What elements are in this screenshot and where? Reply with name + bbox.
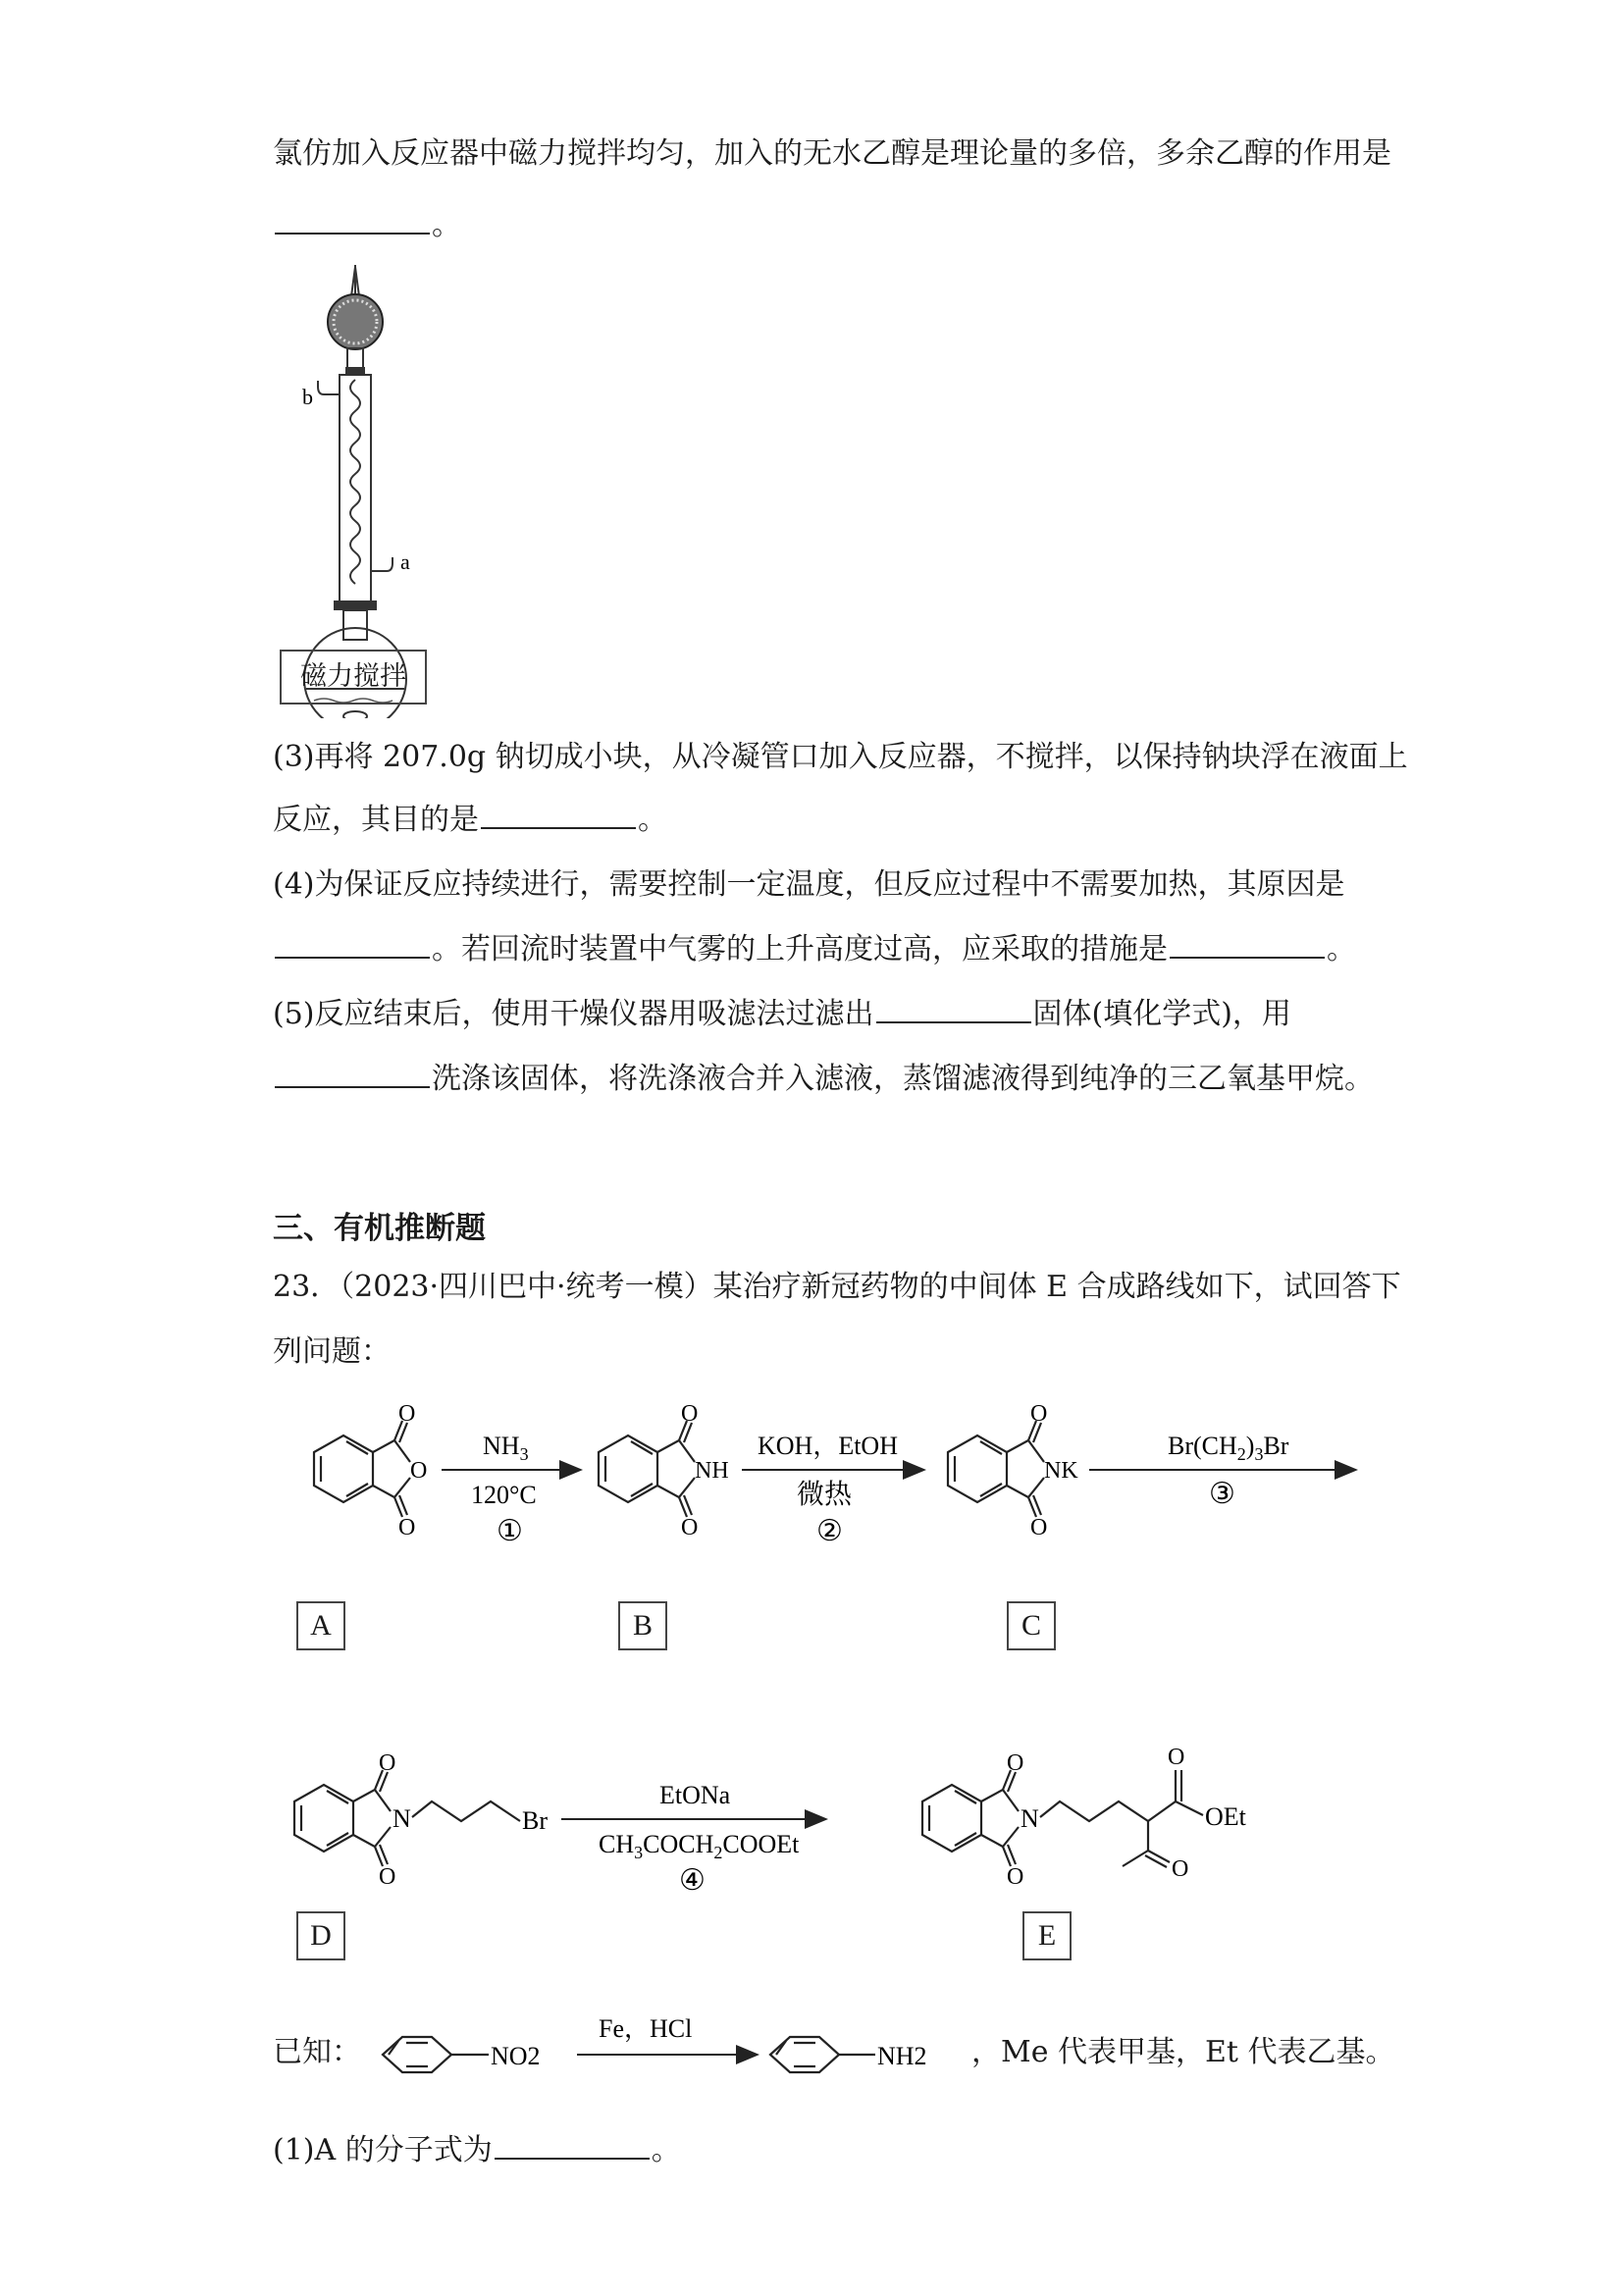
svg-text:O: O [379, 1750, 396, 1776]
q23-intro-line1: 23．（2023·四川巴中·统考一模）某治疗新冠药物的中间体 E 合成路线如下，试回答下 [273, 1270, 1401, 1304]
answer-blank[interactable] [275, 207, 430, 235]
label-a-box: A [296, 1601, 345, 1650]
step2-number: ② [816, 1515, 843, 1547]
q22-part3-line2: 反应，其目的是 。 [273, 803, 667, 837]
nitrobenzene [383, 2037, 489, 2072]
synthesis-scheme-row1 [275, 1393, 1374, 1590]
aniline [770, 2037, 875, 2072]
q22-line2: 。 [273, 206, 461, 245]
answer-blank[interactable] [876, 996, 1031, 1023]
q23-part1: (1)A 的分子式为 。 [273, 2133, 681, 2167]
q22-part5-line2: 洗涤该固体，将洗涤液合并入滤液，蒸馏滤液得到纯净的三乙氧基甲烷。 [273, 1060, 1374, 1099]
svg-text:NK: NK [1044, 1458, 1078, 1484]
label-b: b [302, 385, 313, 409]
known-label: 已知： [273, 2035, 361, 2069]
amino-group: NH2 [877, 2042, 927, 2070]
svg-text:N: N [1021, 1804, 1039, 1833]
nitro-group: NO2 [491, 2042, 541, 2070]
svg-text:O: O [379, 1864, 396, 1890]
label-d-box: D [296, 1911, 345, 1960]
known-reagents: Fe，HCl [599, 2014, 693, 2043]
magnetic-stirrer-box: 磁力搅拌 [280, 650, 427, 704]
step1-condition: 120°C [471, 1481, 537, 1509]
q22-line1: 氯仿加入反应器中磁力搅拌均匀，加入的无水乙醇是理论量的多倍，多余乙醇的作用是 [273, 136, 1391, 171]
step1-reagent: $NH_3$ [483, 1432, 529, 1464]
svg-text:O: O [681, 1401, 699, 1427]
svg-text:O: O [398, 1401, 416, 1427]
svg-text:OEt: OEt [1205, 1802, 1246, 1831]
q22-part5-line1: (5)反应结束后，使用干燥仪器用吸滤法过滤出 固体(填化学式)，用 [273, 997, 1291, 1031]
answer-blank[interactable] [275, 931, 430, 959]
svg-text:O: O [410, 1458, 428, 1484]
q23-intro-line2: 列问题： [273, 1334, 391, 1369]
label-a: a [400, 549, 410, 574]
q22-part3-line1: (3)再将 207.0g 钠切成小块，从冷凝管口加入反应器，不搅拌，以保持钠块浮在液面上 [273, 740, 1408, 774]
q22-part4-line2: 。若回流时装置中气雾的上升高度过高，应采取的措施是 。 [273, 930, 1356, 969]
molecule-e [922, 1770, 1203, 1867]
svg-text:O: O [398, 1515, 416, 1540]
svg-text:O: O [1007, 1864, 1024, 1890]
svg-text:N: N [393, 1804, 411, 1833]
svg-text:O: O [1030, 1401, 1048, 1427]
step2-condition: 微热 [797, 1480, 853, 1510]
svg-text:O: O [1030, 1515, 1048, 1540]
svg-text:O: O [1172, 1856, 1189, 1882]
svg-text:O: O [681, 1515, 699, 1540]
q22-part4-line1: (4)为保证反应持续进行，需要控制一定温度，但反应过程中不需要加热，其原因是 [273, 867, 1345, 902]
step3-number: ③ [1209, 1478, 1235, 1510]
answer-blank[interactable] [1170, 931, 1325, 959]
section-heading: 三、有机推断题 [273, 1211, 486, 1246]
answer-blank[interactable] [481, 802, 636, 829]
known-note: ，Me 代表甲基，Et 代表乙基。 [971, 2035, 1395, 2069]
step4-reagent: EtONa [659, 1781, 731, 1809]
step3-reagent: $Br(CH_2)_3Br$ [1168, 1432, 1289, 1464]
svg-text:Br: Br [522, 1806, 548, 1835]
answer-blank[interactable] [495, 2132, 650, 2160]
label-c-box: C [1007, 1601, 1056, 1650]
molecule-a [314, 1421, 410, 1517]
synthesis-scheme-row2 [275, 1727, 1354, 1913]
svg-text:O: O [1168, 1745, 1185, 1770]
svg-text:NH: NH [695, 1458, 729, 1484]
step4-condition: $CH_3COCH_2COOEt$ [599, 1830, 800, 1862]
step1-number: ① [497, 1515, 523, 1547]
label-e-box: E [1022, 1911, 1072, 1960]
step2-reagent: KOH，EtOH [758, 1432, 898, 1460]
molecule-c [948, 1421, 1044, 1517]
molecule-b [599, 1421, 695, 1517]
step4-number: ④ [679, 1864, 706, 1897]
answer-blank[interactable] [275, 1061, 430, 1088]
svg-text:O: O [1007, 1750, 1024, 1776]
label-b-box: B [618, 1601, 667, 1650]
known-reaction [363, 1998, 991, 2106]
